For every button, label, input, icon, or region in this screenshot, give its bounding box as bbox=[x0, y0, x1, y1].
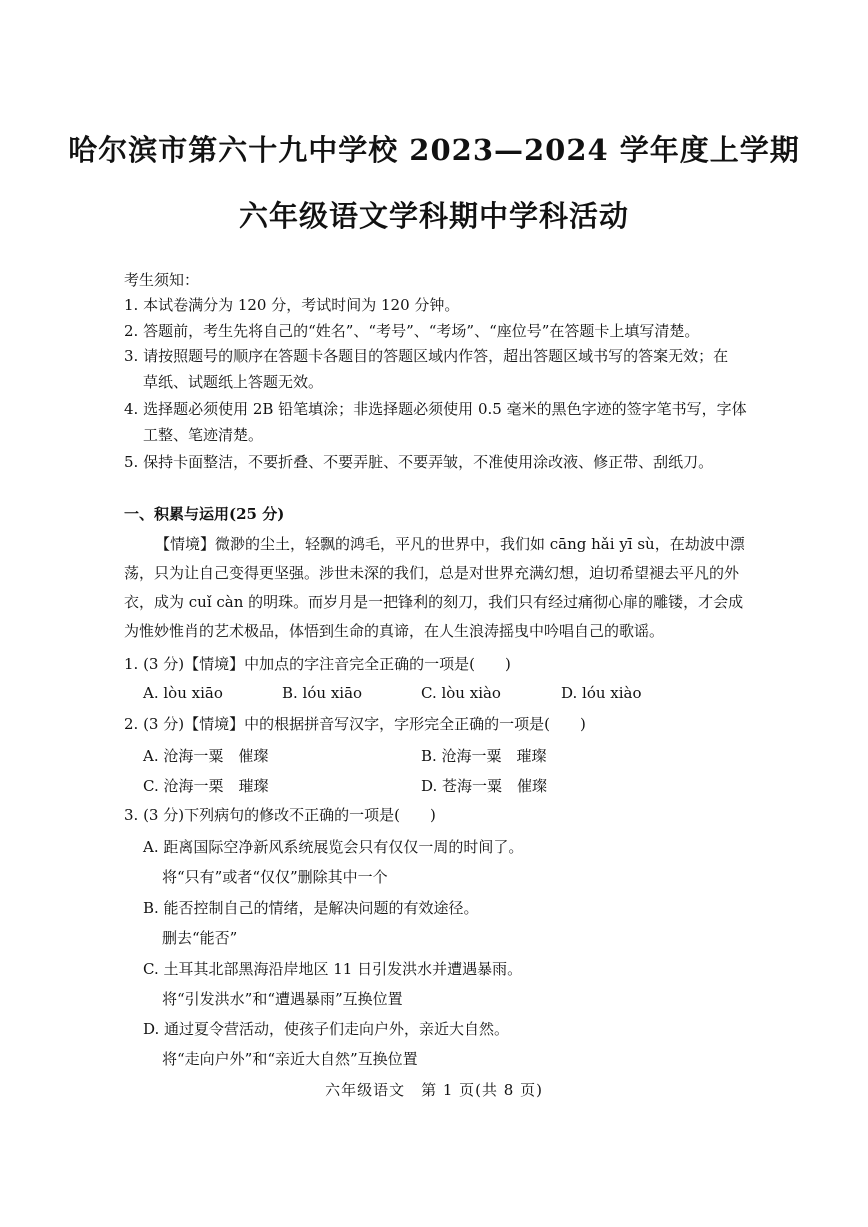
section-heading: 一、积累与运用(25 分) bbox=[124, 505, 285, 523]
q2-option-d: D. 苍海一粟 催璨 bbox=[421, 777, 548, 795]
notice-item: 草纸、试题纸上答题无效。 bbox=[143, 373, 324, 391]
q2-option-b: B. 沧海一粟 璀璨 bbox=[421, 747, 547, 765]
exam-subtitle: 六年级语文学科期中学科活动 bbox=[238, 199, 629, 233]
notice-item: 工整、笔迹清楚。 bbox=[143, 426, 264, 444]
context-passage: 【情境】微渺的尘土，轻飘的鸿毛，平凡的世界中，我们如 cāng hǎi yī sù，在劫波中漂荡，只为让自己变得更坚强。涉世未深的我们，总是对世界充满幻想，迫切希望褪去平凡的外衣，成为 cuǐ càn 的明珠。而岁月是一把锋利的刻刀，我们只有经过痛彻心扉的雕镂，才会成为惟妙惟肖的艺术极品，体悟到生命的真谛，在人生浪涛摇曳中吟唱自己的歌谣。 bbox=[124, 535, 745, 640]
notice-item: 4. 选择题必须使用 2B 铅笔填涂；非选择题必须使用 0.5 毫米的黑色字迹的签字笔书写，字体 bbox=[124, 400, 747, 418]
q1-option-a: A. lòu xiāo bbox=[143, 684, 223, 702]
q3-option-a-fix: 将“只有”或者“仅仅”删除其中一个 bbox=[162, 868, 388, 886]
question-3-stem: 3. (3 分)下列病句的修改不正确的一项是( ) bbox=[124, 806, 436, 824]
exam-title: 哈尔滨市第六十九中学校 2023—2024 学年度上学期 bbox=[68, 133, 800, 167]
q1-option-b: B. lóu xiāo bbox=[282, 684, 363, 702]
q3-option-a: A. 距离国际空净新风系统展览会只有仅仅一周的时间了。 bbox=[143, 838, 524, 856]
q2-option-a: A. 沧海一粟 催璨 bbox=[143, 747, 269, 765]
notice-item: 1. 本试卷满分为 120 分，考试时间为 120 分钟。 bbox=[124, 296, 460, 314]
notice-item: 2. 答题前，考生先将自己的“姓名”、“考号”、“考场”、“座位号”在答题卡上填写清楚。 bbox=[124, 322, 700, 340]
q3-option-b: B. 能否控制自己的情绪，是解决问题的有效途径。 bbox=[143, 899, 479, 917]
question-2-stem: 2. (3 分)【情境】中的根据拼音写汉字，字形完全正确的一项是( ) bbox=[124, 715, 586, 733]
notice-item: 5. 保持卡面整洁，不要折叠、不要弄脏、不要弄皱，不准使用涂改液、修正带、刮纸刀。 bbox=[124, 453, 714, 471]
q3-option-d-fix: 将“走向户外”和“亲近大自然”互换位置 bbox=[162, 1050, 418, 1068]
q3-option-c-fix: 将“引发洪水”和“遭遇暴雨”互换位置 bbox=[162, 990, 403, 1008]
notice-heading: 考生须知： bbox=[124, 271, 200, 289]
question-1-stem: 1. (3 分)【情境】中加点的字注音完全正确的一项是( ) bbox=[124, 655, 511, 673]
q3-option-b-fix: 删去“能否” bbox=[162, 929, 238, 947]
q3-option-d: D. 通过夏令营活动，使孩子们走向户外，亲近大自然。 bbox=[143, 1020, 510, 1038]
q2-option-c: C. 沧海一栗 璀璨 bbox=[143, 777, 269, 795]
q1-option-c: C. lòu xiào bbox=[421, 684, 501, 702]
q3-option-c: C. 土耳其北部黑海沿岸地区 11 日引发洪水并遭遇暴雨。 bbox=[143, 960, 523, 978]
q1-option-d: D. lóu xiào bbox=[561, 684, 642, 702]
notice-item: 3. 请按照题号的顺序在答题卡各题目的答题区域内作答，超出答题区域书写的答案无效；在 bbox=[124, 347, 729, 365]
page-footer: 六年级语文 第 1 页(共 8 页) bbox=[325, 1081, 543, 1099]
